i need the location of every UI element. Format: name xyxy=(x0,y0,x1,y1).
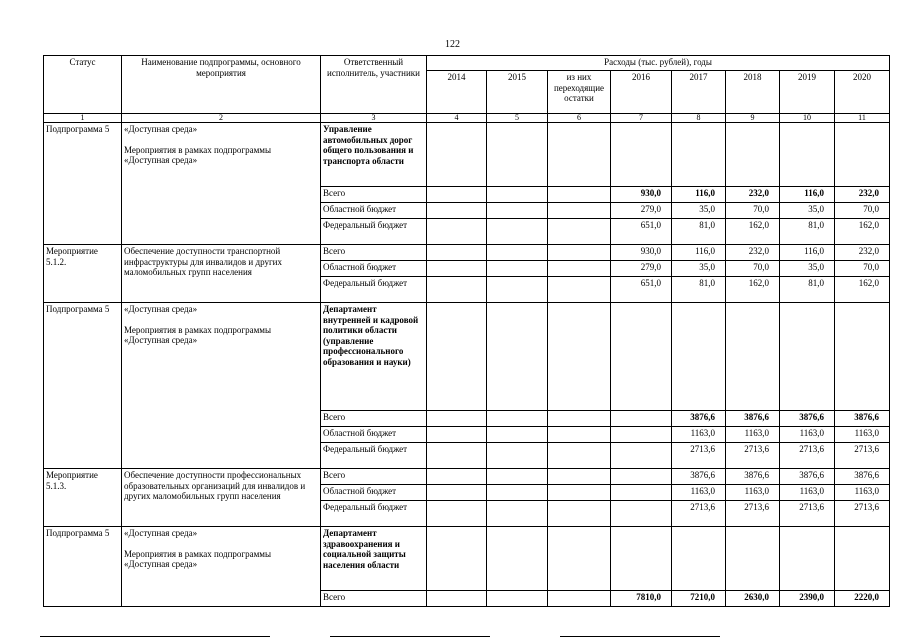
row-name xyxy=(122,245,321,303)
value-cell: 930,0 xyxy=(611,187,672,203)
value-cell: 1163,0 xyxy=(672,427,726,443)
row-executor: Всего xyxy=(321,187,427,203)
value-cell xyxy=(487,469,548,485)
row-executor: Федеральный бюджет xyxy=(321,219,427,245)
header-year: 2019 xyxy=(780,71,835,114)
value-cell xyxy=(427,501,487,527)
value-cell xyxy=(548,261,611,277)
column-number: 2 xyxy=(122,114,321,123)
column-numbers-row xyxy=(44,114,890,123)
value-cell: 2220,0 xyxy=(835,591,890,607)
value-cell xyxy=(548,219,611,245)
value-cell: 232,0 xyxy=(726,245,780,261)
row-name-line: Обеспечение доступности профессиональных образовательных организаций для инвалидов и других маломобильных групп населения xyxy=(124,470,306,501)
value-cell: 35,0 xyxy=(780,203,835,219)
value-cell xyxy=(548,203,611,219)
value-cell xyxy=(611,485,672,501)
table-row xyxy=(44,527,890,591)
value-cell: 81,0 xyxy=(672,277,726,303)
value-cell xyxy=(427,123,487,187)
value-cell: 162,0 xyxy=(835,219,890,245)
value-cell xyxy=(611,303,672,411)
value-cell: 2390,0 xyxy=(780,591,835,607)
value-cell xyxy=(427,187,487,203)
value-cell: 279,0 xyxy=(611,261,672,277)
value-cell: 1163,0 xyxy=(672,485,726,501)
value-cell: 3876,6 xyxy=(780,469,835,485)
value-cell: 1163,0 xyxy=(726,485,780,501)
bottom-rule xyxy=(40,636,270,637)
value-cell: 81,0 xyxy=(672,219,726,245)
value-cell: 7210,0 xyxy=(672,591,726,607)
value-cell xyxy=(548,245,611,261)
value-cell: 7810,0 xyxy=(611,591,672,607)
table-row xyxy=(44,123,890,187)
value-cell: 2713,6 xyxy=(780,501,835,527)
value-cell: 232,0 xyxy=(835,245,890,261)
value-cell: 930,0 xyxy=(611,245,672,261)
header-year: 2016 xyxy=(611,71,672,114)
row-name-line: Мероприятия в рамках подпрограммы «Доступная среда» xyxy=(124,144,272,165)
row-executor: Федеральный бюджет xyxy=(321,501,427,527)
header-status: Статус xyxy=(44,56,122,114)
value-cell xyxy=(487,277,548,303)
header-year: 2018 xyxy=(726,71,780,114)
value-cell xyxy=(611,527,672,591)
value-cell xyxy=(427,469,487,485)
value-cell: 2630,0 xyxy=(726,591,780,607)
value-cell: 116,0 xyxy=(672,245,726,261)
value-cell: 3876,6 xyxy=(780,411,835,427)
expenses-table xyxy=(43,55,890,607)
table-body xyxy=(44,123,890,607)
value-cell xyxy=(427,527,487,591)
value-cell: 70,0 xyxy=(726,203,780,219)
value-cell xyxy=(780,527,835,591)
value-cell xyxy=(487,219,548,245)
value-cell: 232,0 xyxy=(726,187,780,203)
bottom-rule xyxy=(560,636,720,637)
row-name xyxy=(122,527,321,607)
value-cell: 70,0 xyxy=(726,261,780,277)
value-cell: 3876,6 xyxy=(726,411,780,427)
row-name xyxy=(122,303,321,469)
header-name: Наименование подпрограммы, основного мероприятия xyxy=(122,56,321,114)
column-number: 10 xyxy=(780,114,835,123)
value-cell xyxy=(548,501,611,527)
value-cell xyxy=(548,411,611,427)
value-cell xyxy=(835,123,890,187)
row-executor: Областной бюджет xyxy=(321,261,427,277)
value-cell xyxy=(487,245,548,261)
bottom-rule xyxy=(330,636,490,637)
value-cell: 279,0 xyxy=(611,203,672,219)
row-name-line: Обеспечение доступности транспортной инфраструктуры для инвалидов и других маломобильных групп населения xyxy=(124,246,282,277)
value-cell xyxy=(427,245,487,261)
row-name xyxy=(122,123,321,245)
value-cell: 116,0 xyxy=(780,187,835,203)
row-executor: Всего xyxy=(321,591,427,607)
value-cell xyxy=(672,123,726,187)
header-year: 2015 xyxy=(487,71,548,114)
header-expenses: Расходы (тыс. рублей), годы xyxy=(427,56,890,71)
value-cell xyxy=(611,123,672,187)
value-cell xyxy=(548,591,611,607)
value-cell xyxy=(548,527,611,591)
value-cell: 651,0 xyxy=(611,219,672,245)
value-cell: 35,0 xyxy=(672,261,726,277)
column-number: 7 xyxy=(611,114,672,123)
value-cell xyxy=(835,527,890,591)
value-cell xyxy=(672,303,726,411)
row-executor: Департамент здравоохранения и социальной защиты населения области xyxy=(321,527,427,591)
column-number: 3 xyxy=(321,114,427,123)
value-cell xyxy=(427,261,487,277)
row-executor: Всего xyxy=(321,411,427,427)
table-row xyxy=(44,245,890,261)
header-executor: Ответственный исполнитель, участники xyxy=(321,56,427,114)
row-status: Мероприятие 5.1.2. xyxy=(44,245,122,303)
value-cell: 70,0 xyxy=(835,203,890,219)
value-cell xyxy=(548,123,611,187)
value-cell xyxy=(548,303,611,411)
value-cell xyxy=(835,303,890,411)
value-cell xyxy=(487,501,548,527)
value-cell xyxy=(780,123,835,187)
row-executor: Управление автомобильных дорог общего пользования и транспорта области xyxy=(321,123,427,187)
row-executor: Областной бюджет xyxy=(321,485,427,501)
value-cell: 3876,6 xyxy=(672,469,726,485)
row-status: Подпрограмма 5 xyxy=(44,303,122,469)
row-executor: Областной бюджет xyxy=(321,427,427,443)
value-cell xyxy=(427,427,487,443)
value-cell: 2713,6 xyxy=(672,501,726,527)
page-number: 122 xyxy=(445,39,460,50)
value-cell: 81,0 xyxy=(780,277,835,303)
value-cell: 2713,6 xyxy=(835,443,890,469)
value-cell xyxy=(427,591,487,607)
table-row xyxy=(44,303,890,411)
value-cell: 35,0 xyxy=(672,203,726,219)
value-cell xyxy=(726,123,780,187)
row-name-line: «Доступная среда» xyxy=(124,124,198,134)
value-cell: 162,0 xyxy=(726,277,780,303)
value-cell xyxy=(487,443,548,469)
column-number: 5 xyxy=(487,114,548,123)
column-number: 11 xyxy=(835,114,890,123)
value-cell: 3876,6 xyxy=(835,411,890,427)
column-number: 9 xyxy=(726,114,780,123)
header-row-1 xyxy=(44,56,890,71)
value-cell xyxy=(427,277,487,303)
value-cell xyxy=(548,443,611,469)
header-year: 2014 xyxy=(427,71,487,114)
value-cell xyxy=(548,187,611,203)
row-executor: Всего xyxy=(321,469,427,485)
value-cell: 116,0 xyxy=(672,187,726,203)
value-cell: 2713,6 xyxy=(726,443,780,469)
value-cell: 1163,0 xyxy=(835,427,890,443)
value-cell xyxy=(427,203,487,219)
value-cell xyxy=(487,203,548,219)
row-executor: Департамент внутренней и кадровой политики области (управление профессионального образования и науки) xyxy=(321,303,427,411)
value-cell xyxy=(487,427,548,443)
value-cell xyxy=(487,485,548,501)
value-cell: 3876,6 xyxy=(672,411,726,427)
value-cell xyxy=(427,443,487,469)
value-cell xyxy=(427,485,487,501)
value-cell xyxy=(548,427,611,443)
value-cell: 70,0 xyxy=(835,261,890,277)
value-cell: 651,0 xyxy=(611,277,672,303)
value-cell: 162,0 xyxy=(835,277,890,303)
row-executor: Федеральный бюджет xyxy=(321,277,427,303)
value-cell xyxy=(611,427,672,443)
value-cell xyxy=(780,303,835,411)
value-cell xyxy=(611,443,672,469)
value-cell xyxy=(427,411,487,427)
value-cell: 1163,0 xyxy=(726,427,780,443)
value-cell xyxy=(487,187,548,203)
row-name-line: «Доступная среда» xyxy=(124,304,198,314)
value-cell xyxy=(487,303,548,411)
value-cell: 1163,0 xyxy=(780,485,835,501)
value-cell xyxy=(487,123,548,187)
value-cell: 232,0 xyxy=(835,187,890,203)
row-status: Подпрограмма 5 xyxy=(44,527,122,607)
value-cell xyxy=(487,591,548,607)
value-cell: 116,0 xyxy=(780,245,835,261)
row-name-line: Мероприятия в рамках подпрограммы «Доступная среда» xyxy=(124,324,272,345)
row-name-line: «Доступная среда» xyxy=(124,528,198,538)
header-year: 2017 xyxy=(672,71,726,114)
value-cell xyxy=(487,411,548,427)
value-cell: 1163,0 xyxy=(780,427,835,443)
column-number: 4 xyxy=(427,114,487,123)
value-cell xyxy=(548,485,611,501)
value-cell xyxy=(548,469,611,485)
value-cell: 1163,0 xyxy=(835,485,890,501)
value-cell xyxy=(487,261,548,277)
header-year: 2020 xyxy=(835,71,890,114)
row-status: Мероприятие 5.1.3. xyxy=(44,469,122,527)
column-number: 1 xyxy=(44,114,122,123)
table-row xyxy=(44,469,890,485)
value-cell xyxy=(548,277,611,303)
row-executor: Федеральный бюджет xyxy=(321,443,427,469)
value-cell xyxy=(726,303,780,411)
value-cell: 81,0 xyxy=(780,219,835,245)
value-cell xyxy=(611,411,672,427)
row-executor: Областной бюджет xyxy=(321,203,427,219)
value-cell: 2713,6 xyxy=(835,501,890,527)
value-cell: 162,0 xyxy=(726,219,780,245)
row-status: Подпрограмма 5 xyxy=(44,123,122,245)
value-cell: 3876,6 xyxy=(726,469,780,485)
value-cell: 2713,6 xyxy=(726,501,780,527)
value-cell xyxy=(427,303,487,411)
row-name xyxy=(122,469,321,527)
value-cell xyxy=(611,501,672,527)
value-cell xyxy=(672,527,726,591)
value-cell: 2713,6 xyxy=(672,443,726,469)
value-cell: 2713,6 xyxy=(780,443,835,469)
column-number: 8 xyxy=(672,114,726,123)
value-cell: 3876,6 xyxy=(835,469,890,485)
header-year: из них переходящие остатки xyxy=(548,71,611,114)
value-cell xyxy=(427,219,487,245)
value-cell xyxy=(487,527,548,591)
value-cell: 35,0 xyxy=(780,261,835,277)
value-cell xyxy=(726,527,780,591)
value-cell xyxy=(611,469,672,485)
row-name-line: Мероприятия в рамках подпрограммы «Доступная среда» xyxy=(124,548,272,569)
column-number: 6 xyxy=(548,114,611,123)
row-executor: Всего xyxy=(321,245,427,261)
